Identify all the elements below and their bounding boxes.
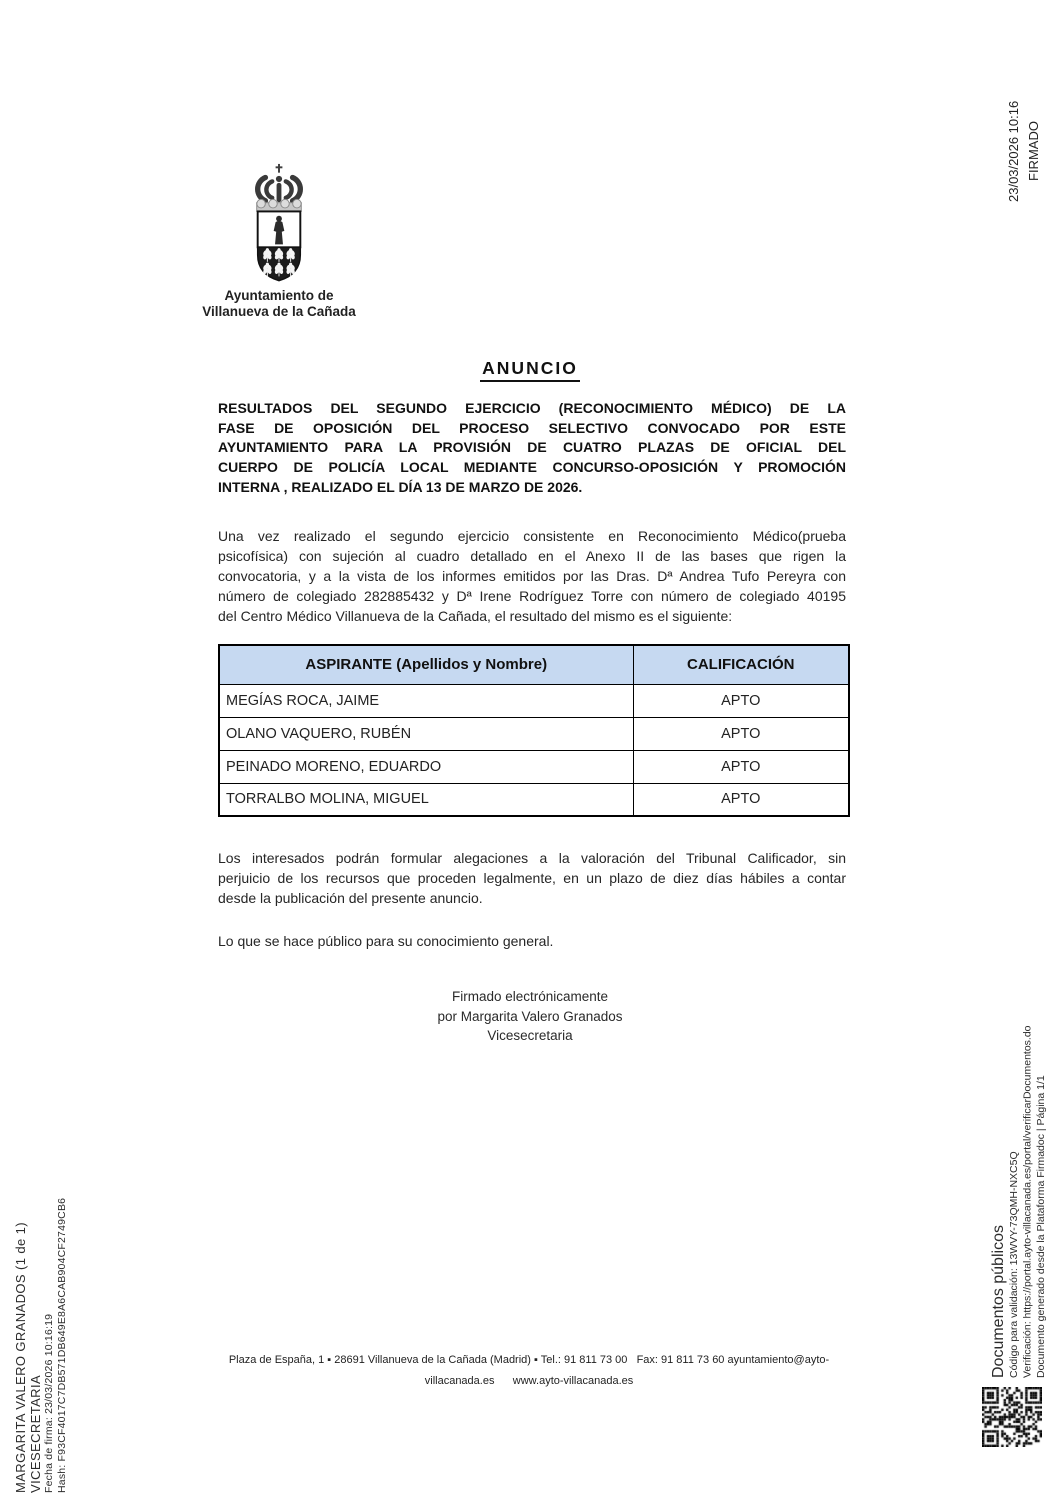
- text-line: FASE DE OPOSICIÓN DEL PROCESO SELECTIVO CONVOCADO POR ESTE: [218, 419, 846, 436]
- stamp-status: FIRMADO: [1026, 121, 1041, 181]
- page-title: ANUNCIO: [214, 358, 846, 382]
- header-calificacion: CALIFICACIÓN: [633, 645, 849, 684]
- org-name-line2: Villanueva de la Cañada: [202, 304, 356, 319]
- closing-line: Lo que se hace público para su conocimiento general.: [218, 933, 554, 949]
- calificacion-cell: APTO: [633, 717, 849, 750]
- alegaciones-paragraph: [218, 848, 846, 908]
- text-line: Hash: F93CF4017C7DB571DB649E8A6CAB904CF2749CB6: [56, 1197, 68, 1493]
- table-header-row: [219, 645, 849, 684]
- org-name-line1: Ayuntamiento de: [224, 288, 334, 303]
- aspirante-cell: PEINADO MORENO, EDUARDO: [219, 750, 633, 783]
- footer-address: [179, 1350, 879, 1392]
- text-line: Una vez realizado el segundo ejercicio consistente en Reconocimiento Médico(prueba: [218, 528, 846, 544]
- table-row: [219, 783, 849, 816]
- qr-code-icon: [982, 1387, 1042, 1447]
- text-line: INTERNA , REALIZADO EL DÍA 13 DE MARZO DE 2026.: [218, 478, 583, 495]
- text-line: MARGARITA VALERO GRANADOS (1 de 1): [13, 1221, 28, 1493]
- text-line: Fecha de firma: 23/03/2026 10:16:19: [43, 1313, 55, 1493]
- text-line: Los interesados podrán formular alegaciones a la valoración del Tribunal Calificador, sin: [218, 850, 846, 866]
- table-row: [219, 717, 849, 750]
- text-line: perjuicio de los recursos que proceden legalmente, en un plazo de diez días hábiles a contar: [218, 870, 846, 887]
- validation-heading: Documentos públicos: [990, 1225, 1007, 1378]
- results-table: [218, 644, 850, 817]
- text-line: RESULTADOS DEL SEGUNDO EJERCICIO (RECONOCIMIENTO MÉDICO) DE LA: [218, 400, 846, 416]
- text-line: psicofísica) con sujeción al cuadro detallado en el Anexo II de las bases que rigen la: [218, 548, 846, 565]
- validation-stamp-right: [989, 946, 1051, 1378]
- text-line: Plaza de España, 1 ▪ 28691 Villanueva de la Cañada (Madrid) ▪ Tel.: 91 811 73 00 Fax: 91 811 73 60 ayuntamiento@ayto-: [228, 1354, 830, 1366]
- validation-code: Código para validación: 13WVY-73QMH-NXC5Q: [1008, 1151, 1020, 1378]
- table-row: [219, 684, 849, 717]
- signer-stamp-left: [13, 1043, 71, 1493]
- validation-platform: Documento generado desde la Plataforma Firmadoc | Página 1/1: [1035, 1075, 1047, 1378]
- table-row: [219, 750, 849, 783]
- text-line: convocatoria, y a la vista de los informes emitidos por las Dras. Dª Andrea Tufo Pereyra con: [218, 568, 846, 585]
- aspirante-cell: MEGÍAS ROCA, JAIME: [219, 684, 633, 717]
- text-line: por Margarita Valero Granados: [437, 1008, 623, 1024]
- calificacion-cell: APTO: [633, 750, 849, 783]
- heading-paragraph: [218, 399, 846, 498]
- header-aspirante: ASPIRANTE (Apellidos y Nombre): [219, 645, 633, 684]
- text-line: CUERPO DE POLICÍA LOCAL MEDIANTE CONCURSO-OPOSICIÓN Y PROMOCIÓN: [218, 459, 846, 476]
- signature-block: [214, 987, 846, 1046]
- text-line: Vicesecretaria: [487, 1028, 573, 1043]
- text-line: Firmado electrónicamente: [451, 989, 609, 1004]
- calificacion-cell: APTO: [633, 684, 849, 717]
- calificacion-cell: APTO: [633, 783, 849, 816]
- text-line: AYUNTAMIENTO PARA LA PROVISIÓN DE CUATRO PLAZAS DE OFICIAL DEL: [218, 439, 846, 456]
- municipal-coat-of-arms-icon: [244, 162, 314, 288]
- aspirante-cell: TORRALBO MOLINA, MIGUEL: [219, 783, 633, 816]
- logo-block: [193, 162, 365, 320]
- text-line: desde la publicación del presente anuncio.: [218, 890, 483, 907]
- signing-stamp-top-right: [1004, 86, 1048, 216]
- validation-url: Verificación: https://portal.ayto-villacanada.es/portal/verificarDocumentos.do: [1021, 1025, 1034, 1378]
- text-line: VICESECRETARIA: [28, 1374, 43, 1493]
- text-line: del Centro Médico Villanueva de la Cañada, el resultado del mismo es el siguiente:: [218, 608, 733, 625]
- intro-paragraph: [218, 526, 846, 626]
- aspirante-cell: OLANO VAQUERO, RUBÉN: [219, 717, 633, 750]
- stamp-datetime: 23/03/2026 10:16: [1006, 100, 1021, 202]
- text-line: número de colegiado 282885432 y Dª Irene Rodríguez Torre con número de colegiado 40195: [218, 588, 846, 605]
- text-line: villacanada.es www.ayto-villacanada.es: [424, 1375, 634, 1387]
